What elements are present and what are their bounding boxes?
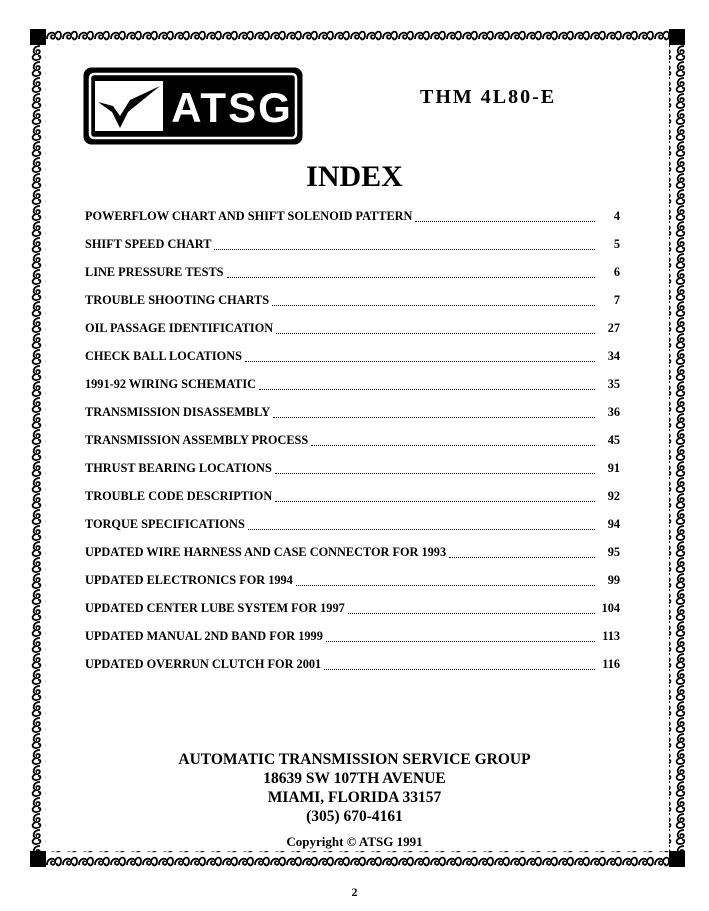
toc-leader-dots (227, 267, 595, 278)
toc-entry[interactable] (85, 392, 620, 420)
toc-entry[interactable] (85, 224, 620, 252)
toc-entry-title: SHIFT SPEED CHART (85, 237, 212, 251)
toc-entry-title: CHECK BALL LOCATIONS (85, 349, 242, 363)
toc-leader-dots (296, 575, 595, 586)
toc-leader-dots (324, 659, 595, 670)
toc-leader-dots (272, 295, 595, 306)
toc-entry-page: 95 (607, 545, 620, 559)
toc-leader-dots (275, 463, 595, 474)
toc-entry[interactable] (85, 644, 620, 672)
toc-leader-dots (259, 379, 595, 390)
toc-entry-title: UPDATED WIRE HARNESS AND CASE CONNECTOR FOR 1993 (85, 545, 447, 559)
toc-entry-page: 116 (602, 657, 620, 671)
toc-entry-title: UPDATED OVERRUN CLUTCH FOR 2001 (85, 657, 322, 671)
toc-entry[interactable] (85, 588, 620, 616)
toc-entry[interactable] (85, 448, 620, 476)
model-title: THM 4L80-E (420, 86, 557, 108)
toc-entry[interactable] (85, 196, 620, 224)
toc-entry-page: 99 (607, 573, 620, 587)
toc-entry-page: 36 (607, 405, 620, 419)
toc-entry-title: 1991-92 WIRING SCHEMATIC (85, 377, 257, 391)
toc-entry-page: 113 (602, 629, 620, 643)
toc-entry-title: UPDATED MANUAL 2ND BAND FOR 1999 (85, 629, 323, 643)
toc-entry-title: TRANSMISSION ASSEMBLY PROCESS (85, 433, 309, 447)
toc-entry-title: TROUBLE CODE DESCRIPTION (85, 489, 273, 503)
toc-entry[interactable] (85, 308, 620, 336)
toc-entry-page: 4 (613, 209, 620, 223)
toc-entry-page: 7 (613, 293, 620, 307)
toc-entry[interactable] (85, 280, 620, 308)
toc-entry[interactable] (85, 476, 620, 504)
atsg-logo (82, 66, 304, 146)
street-address: 18639 SW 107TH AVENUE (263, 770, 446, 787)
toc-entry[interactable] (85, 336, 620, 364)
toc-leader-dots (248, 519, 595, 530)
toc-entry-title: POWERFLOW CHART AND SHIFT SOLENOID PATTERN (85, 209, 413, 223)
logo-text: ATSG (171, 84, 293, 131)
toc-entry[interactable] (85, 252, 620, 280)
city-state-zip: MIAMI, FLORIDA 33157 (267, 789, 442, 806)
toc-entry[interactable] (85, 420, 620, 448)
toc-leader-dots (311, 435, 595, 446)
toc-leader-dots (348, 603, 595, 614)
toc-leader-dots (449, 547, 595, 558)
toc-leader-dots (326, 631, 595, 642)
toc-entry[interactable] (85, 560, 620, 588)
toc-entry[interactable] (85, 532, 620, 560)
toc-entry-title: TORQUE SPECIFICATIONS (85, 517, 245, 531)
phone-number: (305) 670-4161 (306, 808, 403, 825)
toc-entry-page: 5 (613, 237, 620, 251)
toc-entry-title: UPDATED ELECTRONICS FOR 1994 (85, 573, 293, 587)
toc-entry[interactable] (85, 504, 620, 532)
toc-entry-title: TROUBLE SHOOTING CHARTS (85, 293, 270, 307)
toc-entry[interactable] (85, 364, 620, 392)
toc-entry-page: 27 (607, 321, 620, 335)
toc-leader-dots (273, 407, 595, 418)
toc-entry-page: 34 (607, 349, 620, 363)
toc-entry-page: 91 (607, 461, 620, 475)
toc-leader-dots (276, 323, 595, 334)
toc-leader-dots (415, 211, 595, 222)
toc-leader-dots (245, 351, 595, 362)
toc-entry-page: 104 (601, 601, 620, 615)
toc-entry-title: THRUST BEARING LOCATIONS (85, 461, 272, 475)
company-name: AUTOMATIC TRANSMISSION SERVICE GROUP (178, 751, 531, 768)
toc-entry-page: 45 (607, 433, 620, 447)
toc-entry-title: LINE PRESSURE TESTS (85, 265, 224, 279)
address-block (0, 750, 709, 826)
index-heading: INDEX (306, 160, 403, 193)
toc-entry-page: 92 (607, 489, 620, 503)
copyright-notice: Copyright © ATSG 1991 (286, 834, 423, 849)
toc-entry-title: OIL PASSAGE IDENTIFICATION (85, 321, 274, 335)
toc-entry-title: UPDATED CENTER LUBE SYSTEM FOR 1997 (85, 601, 345, 615)
toc-entry-title: TRANSMISSION DISASSEMBLY (85, 405, 271, 419)
toc-leader-dots (214, 239, 595, 250)
toc-entry-page: 35 (607, 377, 620, 391)
toc-entry[interactable] (85, 616, 620, 644)
page-number: 2 (351, 885, 358, 899)
table-of-contents (85, 196, 620, 672)
toc-entry-page: 6 (613, 265, 620, 279)
toc-leader-dots (275, 491, 595, 502)
toc-entry-page: 94 (607, 517, 620, 531)
